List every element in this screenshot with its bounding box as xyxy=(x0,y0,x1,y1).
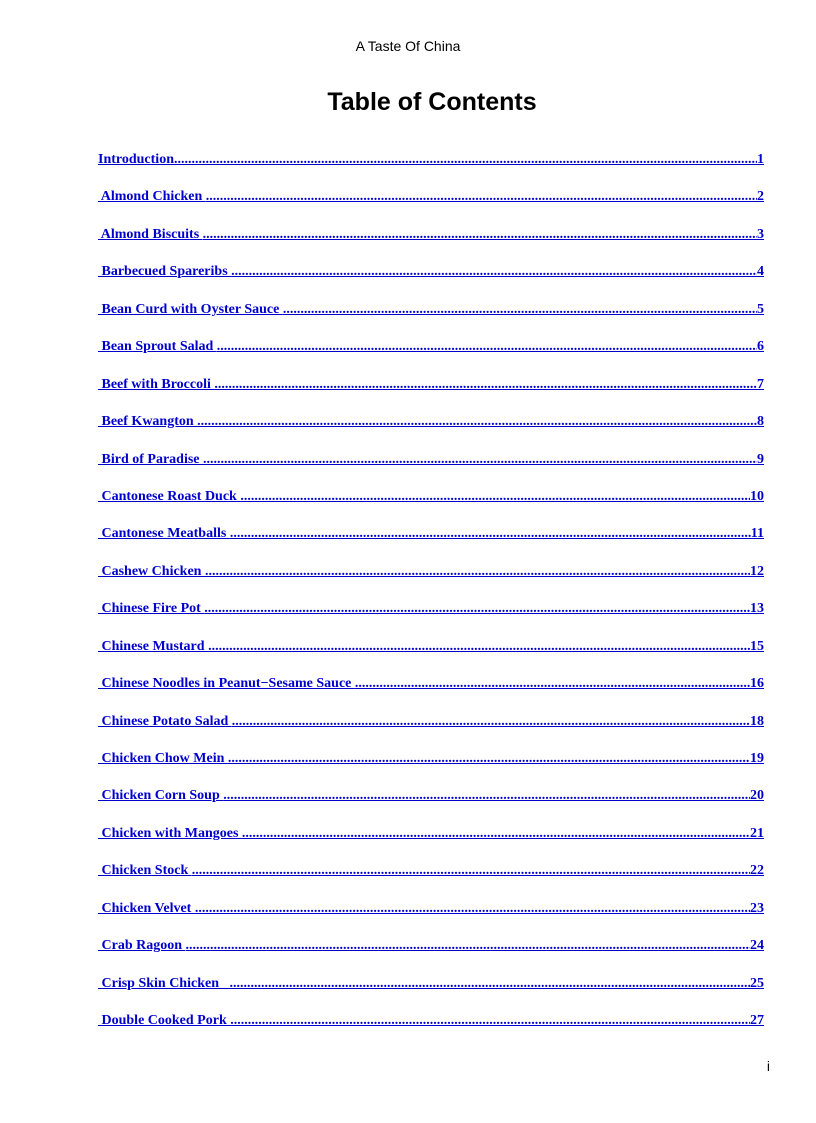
toc-entry-title: Crisp Skin Chicken xyxy=(98,975,230,991)
toc-entry-title: Chinese Mustard xyxy=(98,638,209,654)
toc-entry-title: Bean Curd with Oyster Sauce xyxy=(98,301,283,317)
toc-list xyxy=(98,150,764,1049)
toc-entry-title: Chinese Noodles in Peanut−Sesame Sauce xyxy=(98,676,355,692)
toc-entry-title: Almond Chicken xyxy=(98,189,206,205)
toc-entry[interactable] xyxy=(98,187,764,224)
toc-entry-title: Double Cooked Pork xyxy=(98,1013,231,1029)
dot-leader xyxy=(214,375,757,395)
dot-leader xyxy=(283,300,757,320)
toc-entry-page: 4 xyxy=(757,264,764,280)
toc-entry-page: 10 xyxy=(750,488,764,504)
toc-entry-title: Cashew Chicken xyxy=(98,563,205,579)
toc-entry-page: 25 xyxy=(750,975,764,991)
toc-entry-page: 12 xyxy=(750,563,764,579)
toc-entry[interactable] xyxy=(98,225,764,262)
dot-leader xyxy=(192,861,750,881)
dot-leader xyxy=(223,786,750,806)
toc-entry[interactable] xyxy=(98,300,764,337)
dot-leader xyxy=(242,824,750,844)
dot-leader xyxy=(230,1011,750,1031)
toc-entry-page: 20 xyxy=(750,788,764,804)
dot-leader xyxy=(240,487,750,507)
toc-entry[interactable] xyxy=(98,936,764,973)
dot-leader xyxy=(355,674,750,694)
dot-leader xyxy=(174,150,757,170)
toc-entry[interactable] xyxy=(98,337,764,374)
dot-leader xyxy=(186,936,750,956)
toc-entry-page: 6 xyxy=(757,339,764,355)
toc-entry[interactable] xyxy=(98,450,764,487)
toc-entry[interactable] xyxy=(98,674,764,711)
toc-entry[interactable] xyxy=(98,599,764,636)
toc-entry[interactable] xyxy=(98,262,764,299)
toc-entry[interactable] xyxy=(98,375,764,412)
toc-entry-page: 16 xyxy=(750,676,764,692)
toc-entry-page: 7 xyxy=(757,376,764,392)
dot-leader xyxy=(206,187,757,207)
toc-entry-title: Barbecued Spareribs xyxy=(98,264,232,280)
toc-entry[interactable] xyxy=(98,786,764,823)
toc-entry-title: Cantonese Roast Duck xyxy=(98,488,241,504)
toc-entry-title: Introduction xyxy=(98,152,174,167)
toc-entry-page: 5 xyxy=(757,301,764,317)
toc-entry-title: Cantonese Meatballs xyxy=(98,526,230,542)
toc-entry-title: Chinese Potato Salad xyxy=(98,713,232,729)
toc-entry-page: 9 xyxy=(757,451,764,467)
dot-leader xyxy=(230,524,751,544)
dot-leader xyxy=(203,225,757,245)
toc-entry[interactable] xyxy=(98,150,764,187)
dot-leader xyxy=(205,562,750,582)
page-title: Table of Contents xyxy=(327,88,537,116)
toc-entry[interactable] xyxy=(98,861,764,898)
toc-entry-title: Almond Biscuits xyxy=(98,226,203,242)
toc-entry[interactable] xyxy=(98,487,764,524)
toc-entry[interactable] xyxy=(98,824,764,861)
page-number: i xyxy=(766,1058,770,1074)
toc-entry-title: Beef with Broccoli xyxy=(98,376,215,392)
toc-entry[interactable] xyxy=(98,974,764,1011)
toc-entry-page: 11 xyxy=(750,526,764,542)
toc-entry-page: 8 xyxy=(757,414,764,430)
dot-leader xyxy=(228,749,750,769)
toc-entry[interactable] xyxy=(98,749,764,786)
dot-leader xyxy=(208,637,750,657)
dot-leader xyxy=(229,974,750,994)
toc-entry-title: Bean Sprout Salad xyxy=(98,339,217,355)
toc-entry[interactable] xyxy=(98,412,764,449)
toc-entry[interactable] xyxy=(98,1011,764,1048)
dot-leader xyxy=(231,262,757,282)
toc-entry-page: 15 xyxy=(750,638,764,654)
toc-entry-page: 1 xyxy=(757,152,764,167)
toc-entry-page: 23 xyxy=(750,900,764,916)
toc-entry-page: 3 xyxy=(757,226,764,242)
toc-entry-page: 22 xyxy=(750,863,764,879)
toc-entry-title: Chicken Corn Soup xyxy=(98,788,224,804)
toc-entry-page: 24 xyxy=(750,938,764,954)
toc-entry-title: Chicken Velvet xyxy=(98,900,195,916)
toc-entry[interactable] xyxy=(98,562,764,599)
toc-entry-page: 19 xyxy=(750,751,764,766)
toc-entry[interactable] xyxy=(98,637,764,674)
dot-leader xyxy=(217,337,757,357)
toc-entry[interactable] xyxy=(98,899,764,936)
toc-entry[interactable] xyxy=(98,712,764,749)
toc-entry-title: Chicken with Mangoes xyxy=(98,825,242,841)
toc-entry-title: Bird of Paradise xyxy=(98,451,203,467)
toc-entry-page: 2 xyxy=(757,189,764,205)
toc-entry-title: Chicken Chow Mein xyxy=(98,751,228,766)
dot-leader xyxy=(197,412,757,432)
toc-entry-title: Beef Kwangton xyxy=(98,414,198,430)
toc-entry-page: 27 xyxy=(750,1013,764,1029)
toc-entry-page: 21 xyxy=(750,825,764,841)
dot-leader xyxy=(232,712,750,732)
toc-entry-title: Crab Ragoon xyxy=(98,938,186,954)
dot-leader xyxy=(195,899,750,919)
dot-leader xyxy=(203,450,757,470)
toc-entry-title: Chinese Fire Pot xyxy=(98,601,205,617)
toc-entry-page: 18 xyxy=(750,713,764,729)
toc-entry-page: 13 xyxy=(750,601,764,617)
dot-leader xyxy=(204,599,750,619)
running-header: A Taste Of China xyxy=(355,38,461,54)
toc-entry-title: Chicken Stock xyxy=(98,863,192,879)
toc-entry[interactable] xyxy=(98,524,764,561)
